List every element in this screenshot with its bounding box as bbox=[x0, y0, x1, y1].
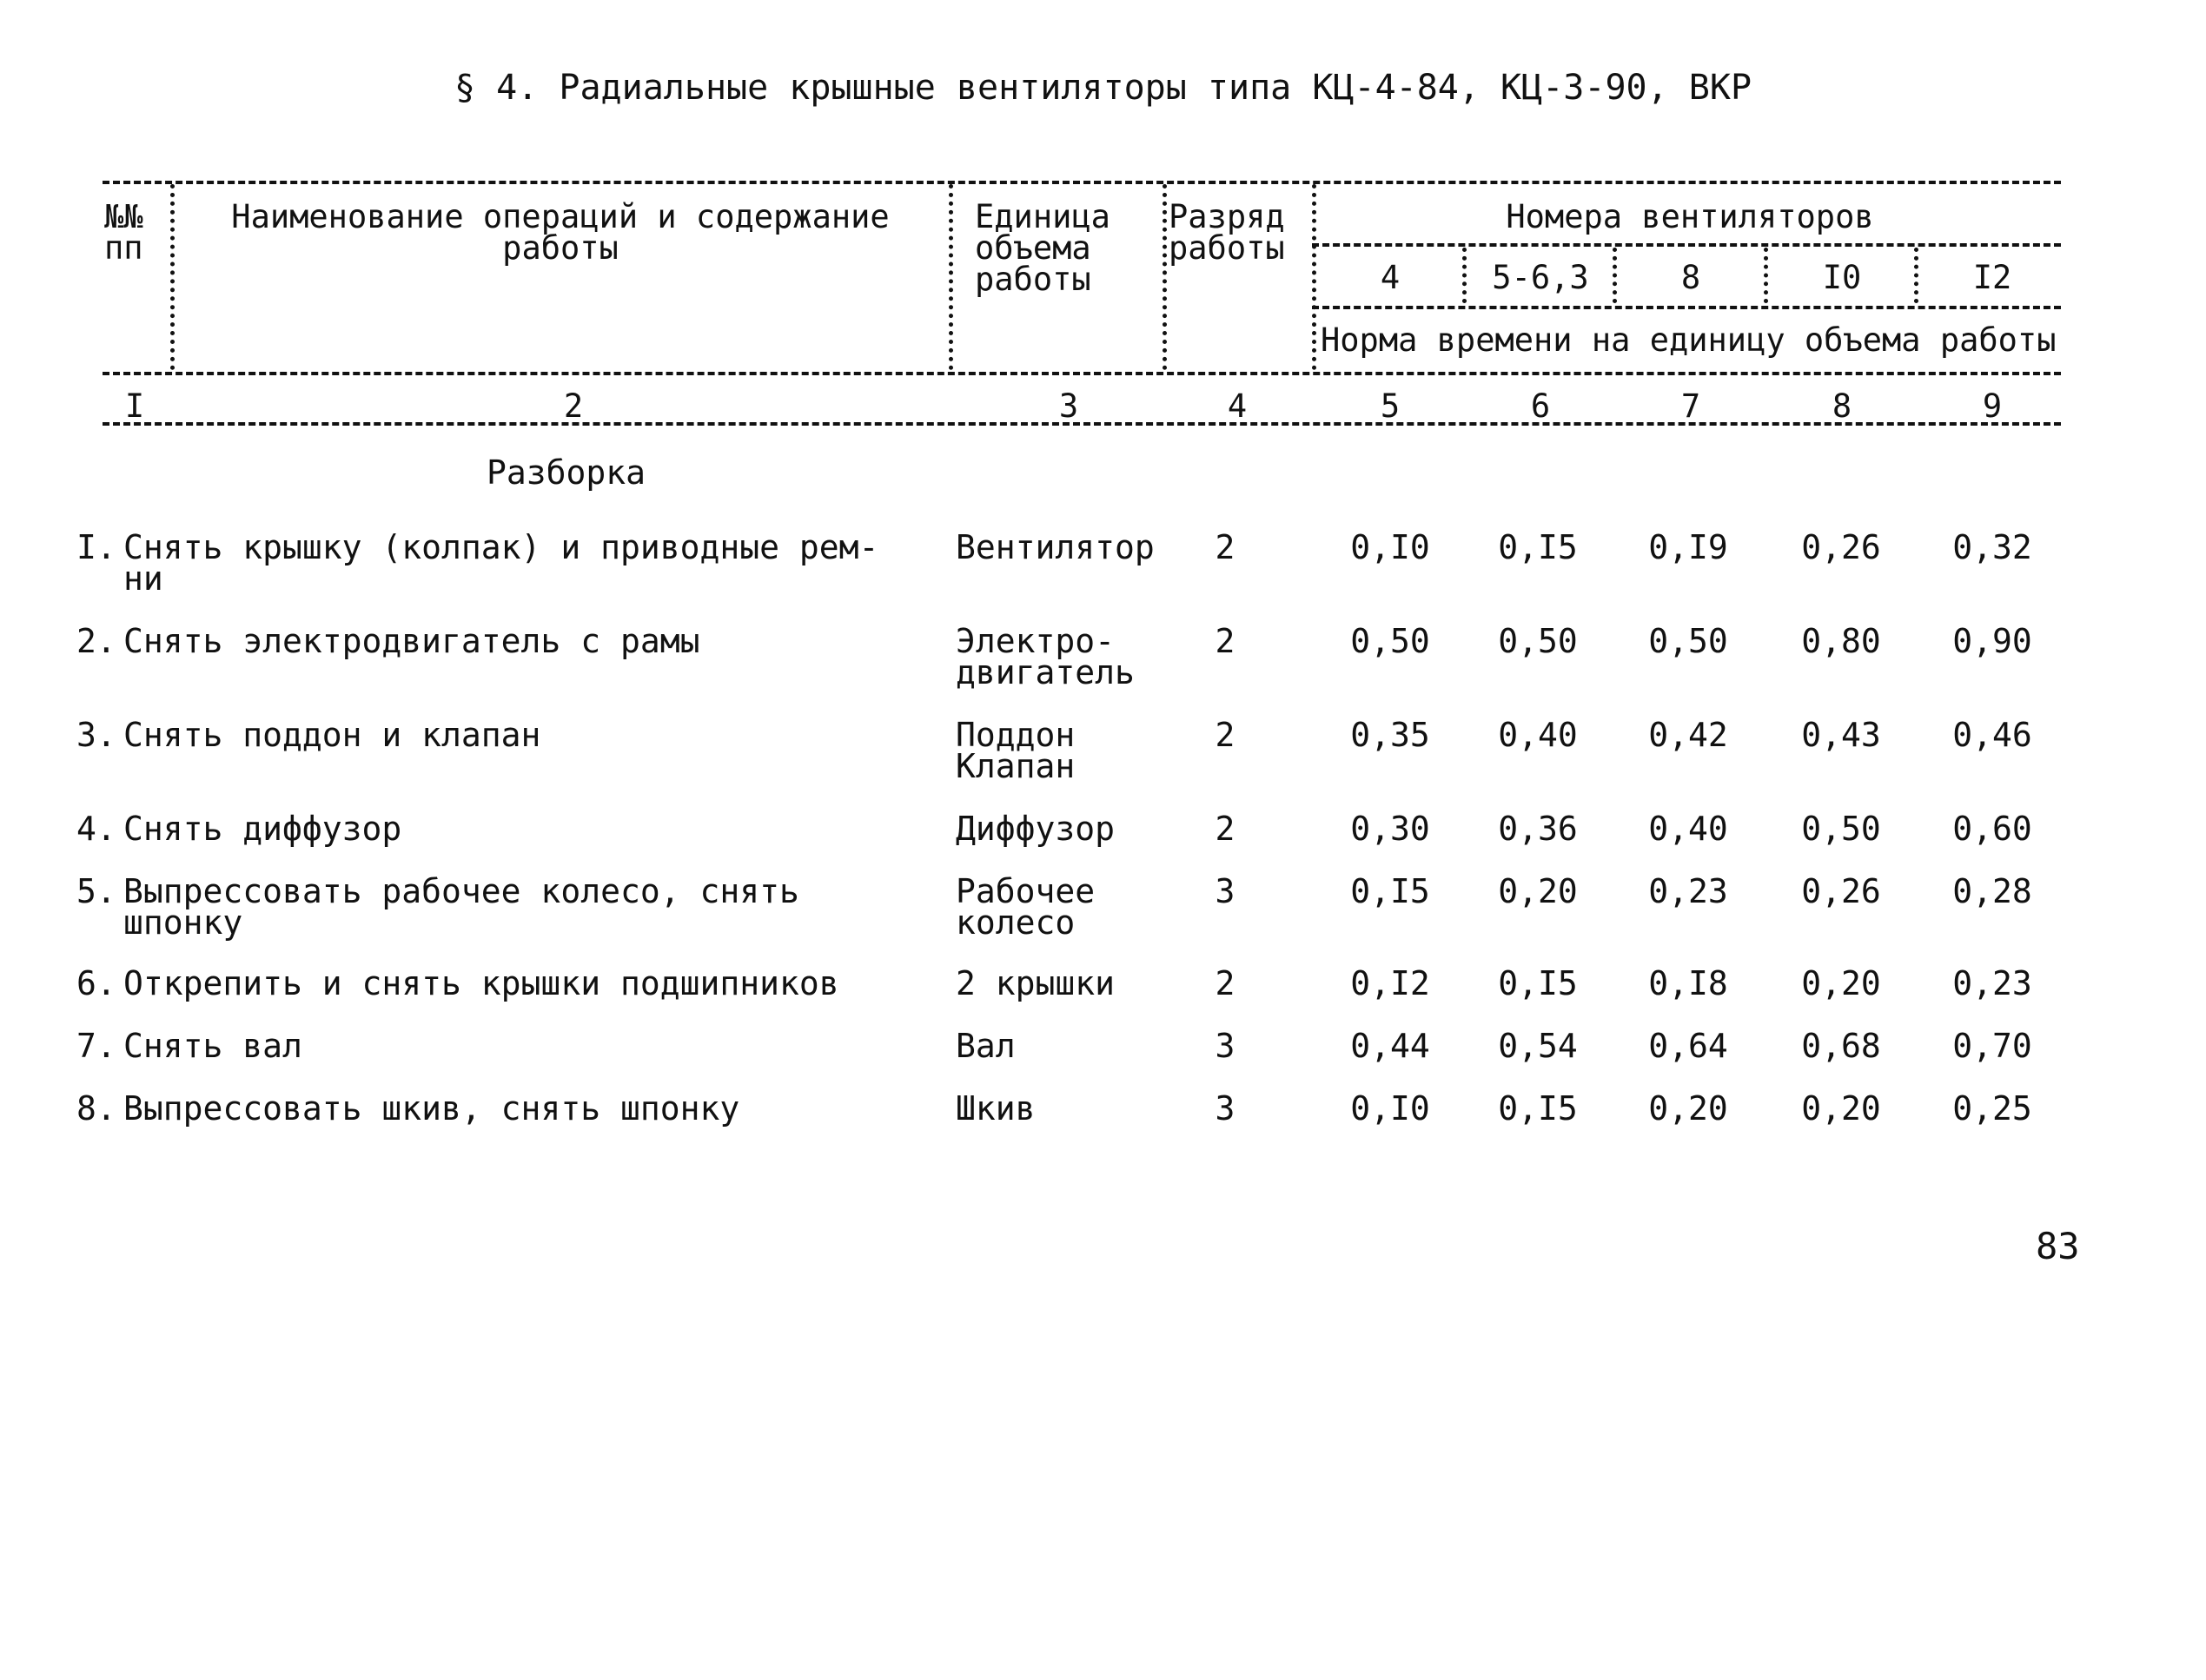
row-number: I. bbox=[76, 528, 116, 566]
vsep-1 bbox=[170, 184, 175, 370]
header-norm-time: Норма времени на единицу объема работы bbox=[1321, 321, 2057, 359]
row-number: 6. bbox=[76, 964, 116, 1002]
operation-name: Выпрессовать шкив, снять шпонку bbox=[123, 1089, 740, 1128]
norm-fan-12: 0,23 bbox=[1952, 964, 2032, 1002]
norm-fan-8: 0,I9 bbox=[1648, 528, 1728, 566]
operation-name: Открепить и снять крышки подшипников bbox=[123, 964, 839, 1002]
column-number-3: 3 bbox=[1058, 387, 1079, 425]
norm-fan-12: 0,28 bbox=[1952, 872, 2032, 910]
norm-fan-5-6-3: 0,I5 bbox=[1498, 964, 1578, 1002]
norm-fan-10: 0,68 bbox=[1801, 1027, 1881, 1065]
fan-number-4: 4 bbox=[1380, 259, 1401, 296]
norm-fan-4: 0,I0 bbox=[1350, 1089, 1430, 1128]
work-grade: 2 bbox=[1215, 622, 1235, 660]
row-number: 8. bbox=[76, 1089, 116, 1128]
operation-name: Снять поддон и клапан bbox=[123, 716, 541, 754]
norm-fan-4: 0,I2 bbox=[1350, 964, 1430, 1002]
norm-fan-4: 0,30 bbox=[1350, 810, 1430, 848]
norm-fan-4: 0,I5 bbox=[1350, 872, 1430, 910]
column-number-8: 8 bbox=[1832, 387, 1852, 425]
column-number-4: 4 bbox=[1227, 387, 1248, 425]
norm-fan-10: 0,26 bbox=[1801, 528, 1881, 566]
work-unit: Вентилятор bbox=[956, 528, 1155, 566]
norm-fan-8: 0,42 bbox=[1648, 716, 1728, 754]
norm-fan-12: 0,70 bbox=[1952, 1027, 2032, 1065]
norm-fan-5-6-3: 0,40 bbox=[1498, 716, 1578, 754]
norm-fan-8: 0,I8 bbox=[1648, 964, 1728, 1002]
work-unit: Рабочее колесо bbox=[956, 872, 1096, 942]
norm-fan-8: 0,20 bbox=[1648, 1089, 1728, 1128]
header-col-unit: Единица объема работы bbox=[975, 198, 1110, 298]
work-grade: 2 bbox=[1215, 810, 1235, 848]
fan-number-5-6-3: 5-6,3 bbox=[1492, 259, 1589, 296]
fan-number-10: I0 bbox=[1822, 259, 1862, 296]
norm-fan-4: 0,50 bbox=[1350, 622, 1430, 660]
column-number-1: I bbox=[124, 387, 145, 425]
norm-fan-12: 0,25 bbox=[1952, 1089, 2032, 1128]
header-fan-numbers-group: Номера вентиляторов bbox=[1506, 198, 1874, 235]
column-number-5: 5 bbox=[1380, 387, 1401, 425]
operation-name: Снять электродвигатель с рамы bbox=[123, 622, 700, 660]
operation-name: Снять вал bbox=[123, 1027, 302, 1065]
row-number: 4. bbox=[76, 810, 116, 848]
norm-fan-10: 0,50 bbox=[1801, 810, 1881, 848]
operation-name: Снять крышку (колпак) и приводные рем- ни bbox=[123, 528, 879, 598]
work-unit: Шкив bbox=[956, 1089, 1036, 1128]
norm-fan-10: 0,20 bbox=[1801, 1089, 1881, 1128]
norm-fan-5-6-3: 0,36 bbox=[1498, 810, 1578, 848]
operation-name: Выпрессовать рабочее колесо, снять шпонку bbox=[123, 872, 799, 942]
column-number-7: 7 bbox=[1680, 387, 1701, 425]
norm-fan-8: 0,23 bbox=[1648, 872, 1728, 910]
norm-fan-12: 0,60 bbox=[1952, 810, 2032, 848]
column-number-6: 6 bbox=[1530, 387, 1551, 425]
row-number: 7. bbox=[76, 1027, 116, 1065]
column-number-9: 9 bbox=[1982, 387, 2003, 425]
page-number: 83 bbox=[2036, 1225, 2080, 1267]
norm-fan-4: 0,44 bbox=[1350, 1027, 1430, 1065]
column-number-2: 2 bbox=[563, 387, 584, 425]
header-top-rule bbox=[103, 181, 2061, 184]
norm-fan-8: 0,40 bbox=[1648, 810, 1728, 848]
work-unit: Поддон Клапан bbox=[956, 716, 1076, 785]
vsep-3 bbox=[1163, 184, 1167, 370]
norm-fan-4: 0,35 bbox=[1350, 716, 1430, 754]
row-number: 5. bbox=[76, 872, 116, 910]
work-unit: Диффузор bbox=[956, 810, 1116, 848]
norm-fan-5-6-3: 0,20 bbox=[1498, 872, 1578, 910]
norm-fan-12: 0,32 bbox=[1952, 528, 2032, 566]
norm-fan-8: 0,50 bbox=[1648, 622, 1728, 660]
norm-fan-5-6-3: 0,50 bbox=[1498, 622, 1578, 660]
fan-numbers-bottom-rule bbox=[1312, 306, 2061, 309]
norm-fan-12: 0,46 bbox=[1952, 716, 2032, 754]
work-unit: Вал bbox=[956, 1027, 1016, 1065]
norm-fan-5-6-3: 0,54 bbox=[1498, 1027, 1578, 1065]
work-grade: 2 bbox=[1215, 964, 1235, 1002]
work-unit: Электро- двигатель bbox=[956, 622, 1135, 691]
norm-fan-10: 0,20 bbox=[1801, 964, 1881, 1002]
norm-fan-10: 0,43 bbox=[1801, 716, 1881, 754]
norm-fan-10: 0,26 bbox=[1801, 872, 1881, 910]
work-grade: 3 bbox=[1215, 1089, 1235, 1128]
work-grade: 3 bbox=[1215, 1027, 1235, 1065]
header-bottom-rule bbox=[103, 372, 2061, 375]
row-number: 3. bbox=[76, 716, 116, 754]
work-unit: 2 крышки bbox=[956, 964, 1116, 1002]
header-col-operation: Наименование операций и содержание работы bbox=[231, 198, 890, 267]
header-col-number: №№ пп bbox=[104, 198, 143, 267]
fan-number-8: 8 bbox=[1680, 259, 1701, 296]
header-col-grade: Разряд работы bbox=[1169, 198, 1285, 267]
norm-fan-5-6-3: 0,I5 bbox=[1498, 1089, 1578, 1128]
norm-fan-8: 0,64 bbox=[1648, 1027, 1728, 1065]
work-grade: 2 bbox=[1215, 528, 1235, 566]
work-grade: 3 bbox=[1215, 872, 1235, 910]
section-heading: Разборка bbox=[487, 453, 646, 492]
row-number: 2. bbox=[76, 622, 116, 660]
norm-fan-12: 0,90 bbox=[1952, 622, 2032, 660]
norm-fan-4: 0,I0 bbox=[1350, 528, 1430, 566]
operation-name: Снять диффузор bbox=[123, 810, 402, 848]
norm-fan-10: 0,80 bbox=[1801, 622, 1881, 660]
fan-numbers-top-rule bbox=[1312, 243, 2061, 247]
norm-fan-5-6-3: 0,I5 bbox=[1498, 528, 1578, 566]
vsep-2 bbox=[949, 184, 953, 370]
page-title: § 4. Радиальные крышные вентиляторы типа КЦ-4-84, КЦ-3-90, ВКР bbox=[454, 68, 1752, 108]
work-grade: 2 bbox=[1215, 716, 1235, 754]
fan-number-12: I2 bbox=[1972, 259, 2012, 296]
